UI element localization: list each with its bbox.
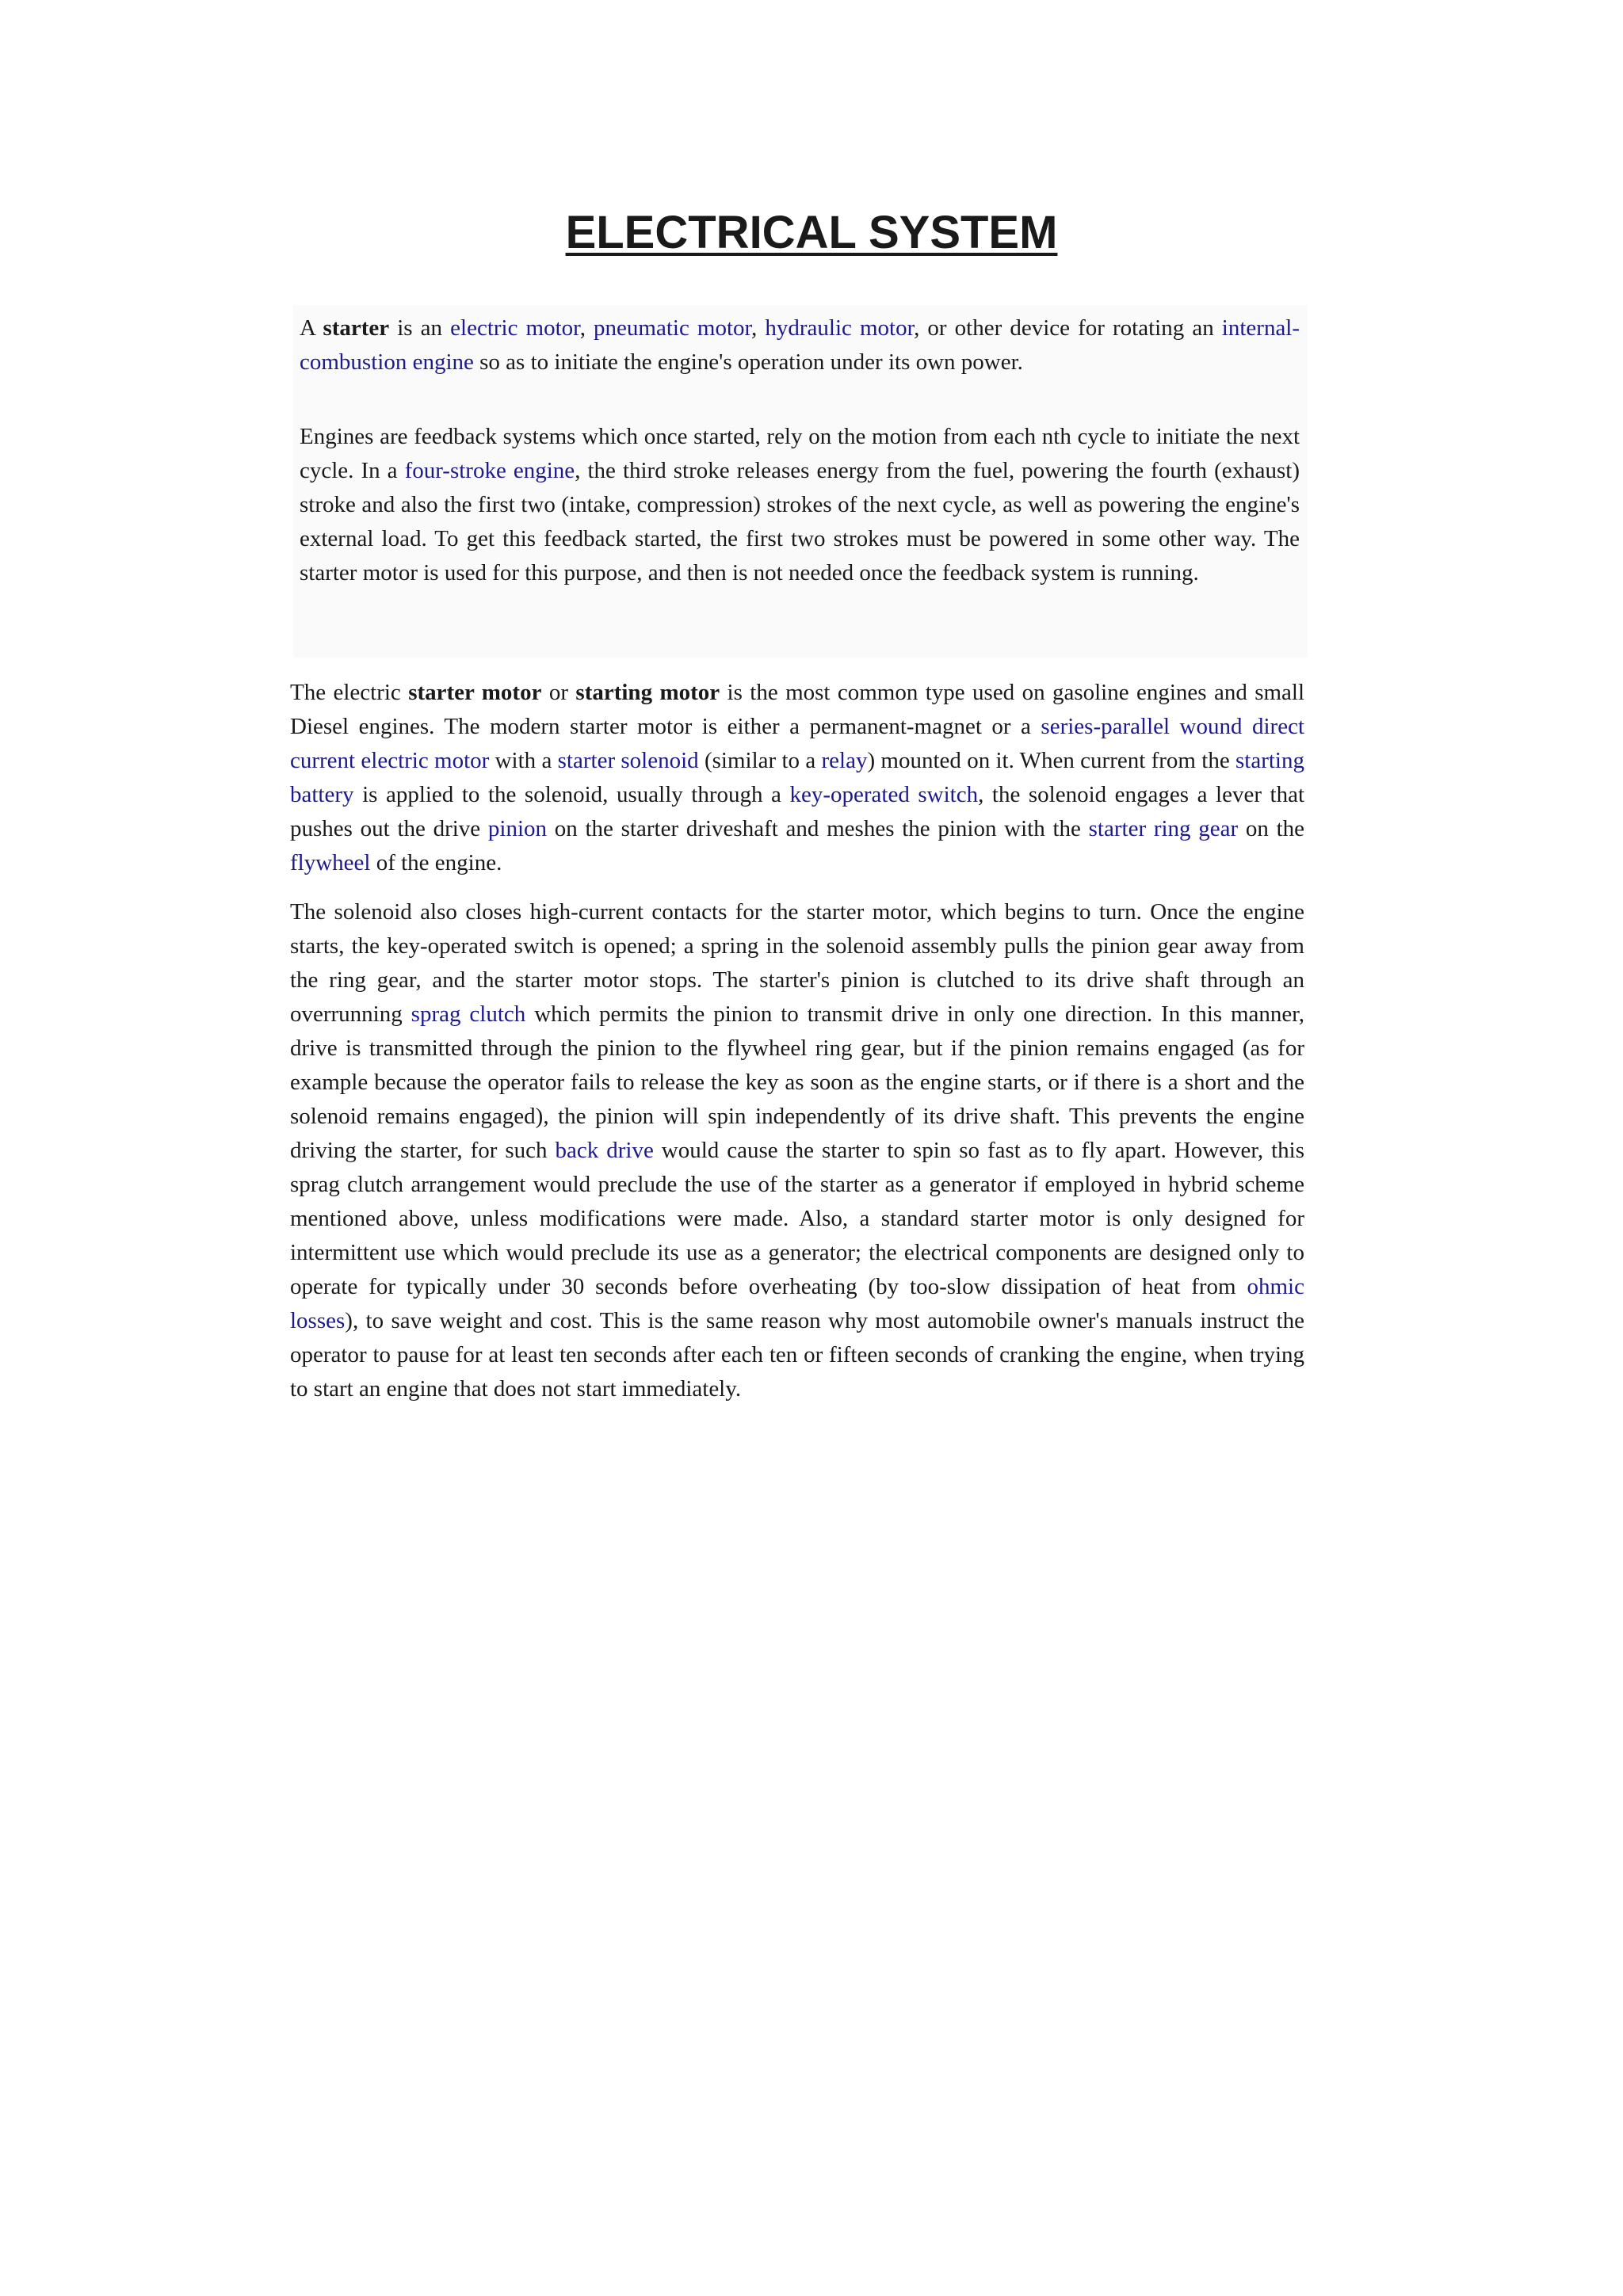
paragraph-solenoid-contacts: [290, 895, 1304, 1406]
quoted-excerpt-block: [293, 305, 1308, 658]
text-run: is an: [397, 315, 443, 341]
link-pneumatic-motor[interactable]: pneumatic motor: [594, 315, 752, 341]
text-run: is applied to the solenoid, usually through a: [362, 782, 781, 807]
paragraph-starter-definition: [300, 311, 1300, 379]
text-run: is the most common type used on gasoline engines and small Diesel engines. The modern starter motor is either a permanent-magnet or a: [290, 680, 1305, 739]
link-ohmic-losses[interactable]: ohmic losses: [290, 1274, 1304, 1333]
link-pinion[interactable]: pinion: [487, 816, 548, 841]
text-run: of the engine.: [376, 850, 502, 875]
text-run: A: [300, 315, 315, 341]
bold-term-starting-motor: starting motor: [575, 680, 720, 705]
link-starting-battery[interactable]: starting battery: [290, 748, 1304, 807]
text-run: which permits the pinion to transmit drive in only one direction. In this manner, drive is transmitted through the pinion to the flywheel ring gear, but if the pinion remains engaged (as for example because the operator fails to release the key as soon as the engine starts, or if there is a short and the solenoid remains engaged), the pinion will spin independently of its drive shaft. This prevents the engine driving the starter, for such: [290, 1001, 1305, 1163]
link-starter-ring-gear[interactable]: starter ring gear: [1088, 816, 1239, 841]
link-direct-current[interactable]: direct current: [290, 714, 1305, 773]
text-run: The solenoid also closes high-current contacts for the starter motor, which begins to turn. Once the engine starts, the key-operated switch is opened; a spring in the solenoid assembly pulls the pinion gear away from the ring gear, and the starter motor stops. The starter's pinion is clutched to its drive shaft through an overrunning: [290, 899, 1304, 1027]
text-run: , the solenoid engages a lever that pushes out the drive: [290, 782, 1305, 841]
link-series-parallel-wound[interactable]: series-parallel wound: [1041, 714, 1243, 739]
link-key-operated-switch[interactable]: key-operated switch: [789, 782, 979, 807]
page-title-text: ELECTRICAL SYSTEM: [565, 207, 1058, 258]
page-title: [0, 204, 1623, 261]
text-run: or: [548, 680, 569, 705]
link-electric-motor[interactable]: electric motor: [450, 315, 580, 341]
paragraph-feedback-systems: [300, 420, 1300, 590]
link-flywheel[interactable]: flywheel: [290, 850, 371, 875]
text-run: ,: [579, 315, 586, 341]
text-run: Engines are feedback systems which once started, rely on the motion from each nth cycle to initiate the next cycle. In a: [300, 424, 1300, 483]
text-run: with a: [495, 748, 552, 773]
text-run: on the: [1245, 816, 1305, 841]
bold-term-starter-motor: starter motor: [408, 680, 542, 705]
paragraph-electric-starter-motor: [290, 676, 1304, 880]
text-run: ) mounted on it. When current from the: [867, 748, 1230, 773]
text-run: ,: [751, 315, 758, 341]
bold-term-starter: starter: [323, 315, 390, 341]
text-run: , the third stroke releases energy from the fuel, powering the fourth (exhaust) stroke and also the first two (intake, compression) strokes of the next cycle, as well as powering the engine's external load. To get this feedback started, the first two strokes must be powered in some other way. The starter motor is used for this purpose, and then is not needed once the feedback system is running.: [300, 458, 1300, 585]
link-four-stroke-engine[interactable]: four-stroke engine: [404, 458, 575, 483]
link-electric-motor[interactable]: electric motor: [361, 748, 490, 773]
text-run: ), to save weight and cost. This is the same reason why most automobile owner's manuals instruct the operator to pause for at least ten seconds after each ten or fifteen seconds of cranking the engine, when trying to start an engine that does not start immediately.: [290, 1308, 1304, 1402]
link-relay[interactable]: relay: [821, 748, 868, 773]
link-sprag-clutch[interactable]: sprag clutch: [411, 1001, 526, 1027]
text-run: on the starter driveshaft and meshes the pinion with the: [554, 816, 1081, 841]
link-hydraulic-motor[interactable]: hydraulic motor: [765, 315, 915, 341]
text-run: would cause the starter to spin so fast as to fly apart. However, this sprag clutch arrangement would preclude the use of the starter as a generator if employed in hybrid scheme mentioned above, unless modifications were made. Also, a standard starter motor is only designed for intermittent use which would preclude its use as a generator; the electrical components are designed only to operate for typically under 30 seconds before overheating (by too-slow dissipation of heat from: [290, 1138, 1305, 1299]
link-back-drive[interactable]: back drive: [555, 1138, 654, 1163]
link-internal-combustion-engine[interactable]: internal-combustion engine: [300, 315, 1300, 375]
text-run: (similar to a: [704, 748, 816, 773]
text-run: so as to initiate the engine's operation under its own power.: [479, 349, 1023, 375]
text-run: , or other device for rotating an: [914, 315, 1214, 341]
text-run: The electric: [290, 680, 401, 705]
link-starter-solenoid[interactable]: starter solenoid: [557, 748, 699, 773]
